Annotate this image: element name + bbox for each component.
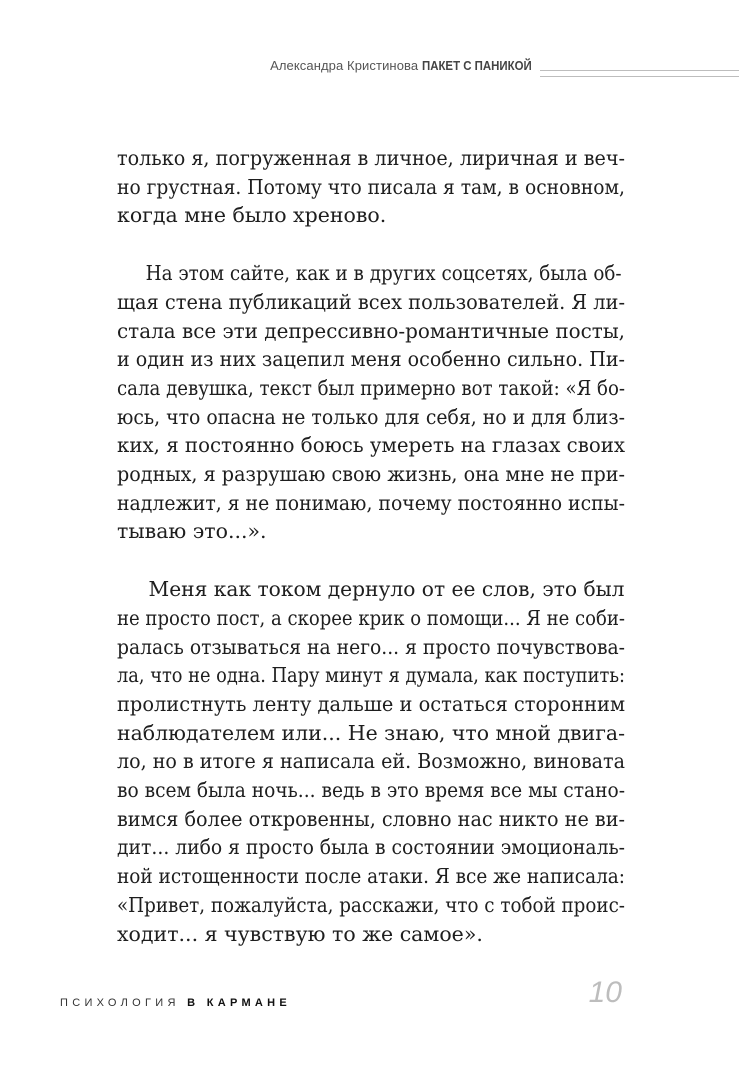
text-line: вимся более откровенны, словно нас никто не ви- <box>117 806 626 831</box>
text-line: «Привет, пожалуйста, расскажи, что с тобой проис- <box>117 892 625 917</box>
text-line: ло, но в итоге я написала ей. Возможно, виновата <box>117 749 625 774</box>
text-line: юсь, что опасна не только для себя, но и для близ- <box>117 404 625 429</box>
paragraph <box>117 259 625 546</box>
paragraph-gap <box>117 230 625 259</box>
paragraph <box>117 144 625 230</box>
text-line: тываю это...». <box>117 519 267 544</box>
text-line: дит... либо я просто была в состоянии эмоциональ- <box>117 835 626 860</box>
series-name <box>60 997 291 1009</box>
text-line: когда мне было хреново. <box>117 203 387 228</box>
header-book-title: ПАКЕТ С ПАНИКОЙ <box>422 58 532 73</box>
text-line: ралась отзываться на него... я просто почувствова- <box>117 634 626 659</box>
paragraph-gap <box>117 546 625 575</box>
series-suffix: В КАРМАНЕ <box>187 997 292 1009</box>
header-rule <box>540 70 739 77</box>
text-line: только я, погруженная в личное, лиричная и веч- <box>117 146 625 170</box>
series-prefix: ПСИХОЛОГИЯ <box>60 997 180 1009</box>
running-footer <box>60 976 630 1036</box>
header-author: Александра Кристинова <box>270 58 419 73</box>
text-line: надлежит, я не понимаю, почему постоянно испы- <box>117 490 625 515</box>
text-line: На этом сайте, как и в других соцсетях, была об- <box>145 261 622 286</box>
text-line: ходит... я чувствую то же самое». <box>117 921 483 946</box>
page-number: 10 <box>588 976 622 1009</box>
text-line: наблюдателем или... Не знаю, что мной двига- <box>117 720 626 745</box>
text-line: пролистнуть ленту дальше и остаться сторонним <box>117 691 626 716</box>
text-line: щая стена публикаций всех пользователей. Я ли- <box>117 289 626 314</box>
text-line: стала все эти депрессивно-романтичные посты, <box>117 318 626 343</box>
text-line: ла, что не одна. Пару минут я думала, как поступить: <box>117 663 626 688</box>
running-header <box>0 58 739 78</box>
text-line: во всем была ночь... ведь в это время все мы стано- <box>117 778 626 803</box>
text-line: ной истощенности после атаки. Я все же написала: <box>117 864 626 889</box>
text-line: родных, я разрушаю свою жизнь, она мне не при- <box>117 462 626 487</box>
paragraph <box>117 575 625 948</box>
text-line: но грустная. Потому что писала я там, в основном, <box>117 174 625 199</box>
text-line: сала девушка, текст был примерно вот такой: «Я бо- <box>117 375 626 400</box>
text-line: и один из них зацепил меня особенно сильно. Пи- <box>117 347 626 372</box>
text-line: ких, я постоянно боюсь умереть на глазах своих <box>117 433 626 458</box>
text-line: Меня как током дернуло от ее слов, это был <box>148 577 625 602</box>
page-body <box>117 144 625 948</box>
text-line: не просто пост, а скорее крик о помощи... Я не соби- <box>117 605 625 630</box>
